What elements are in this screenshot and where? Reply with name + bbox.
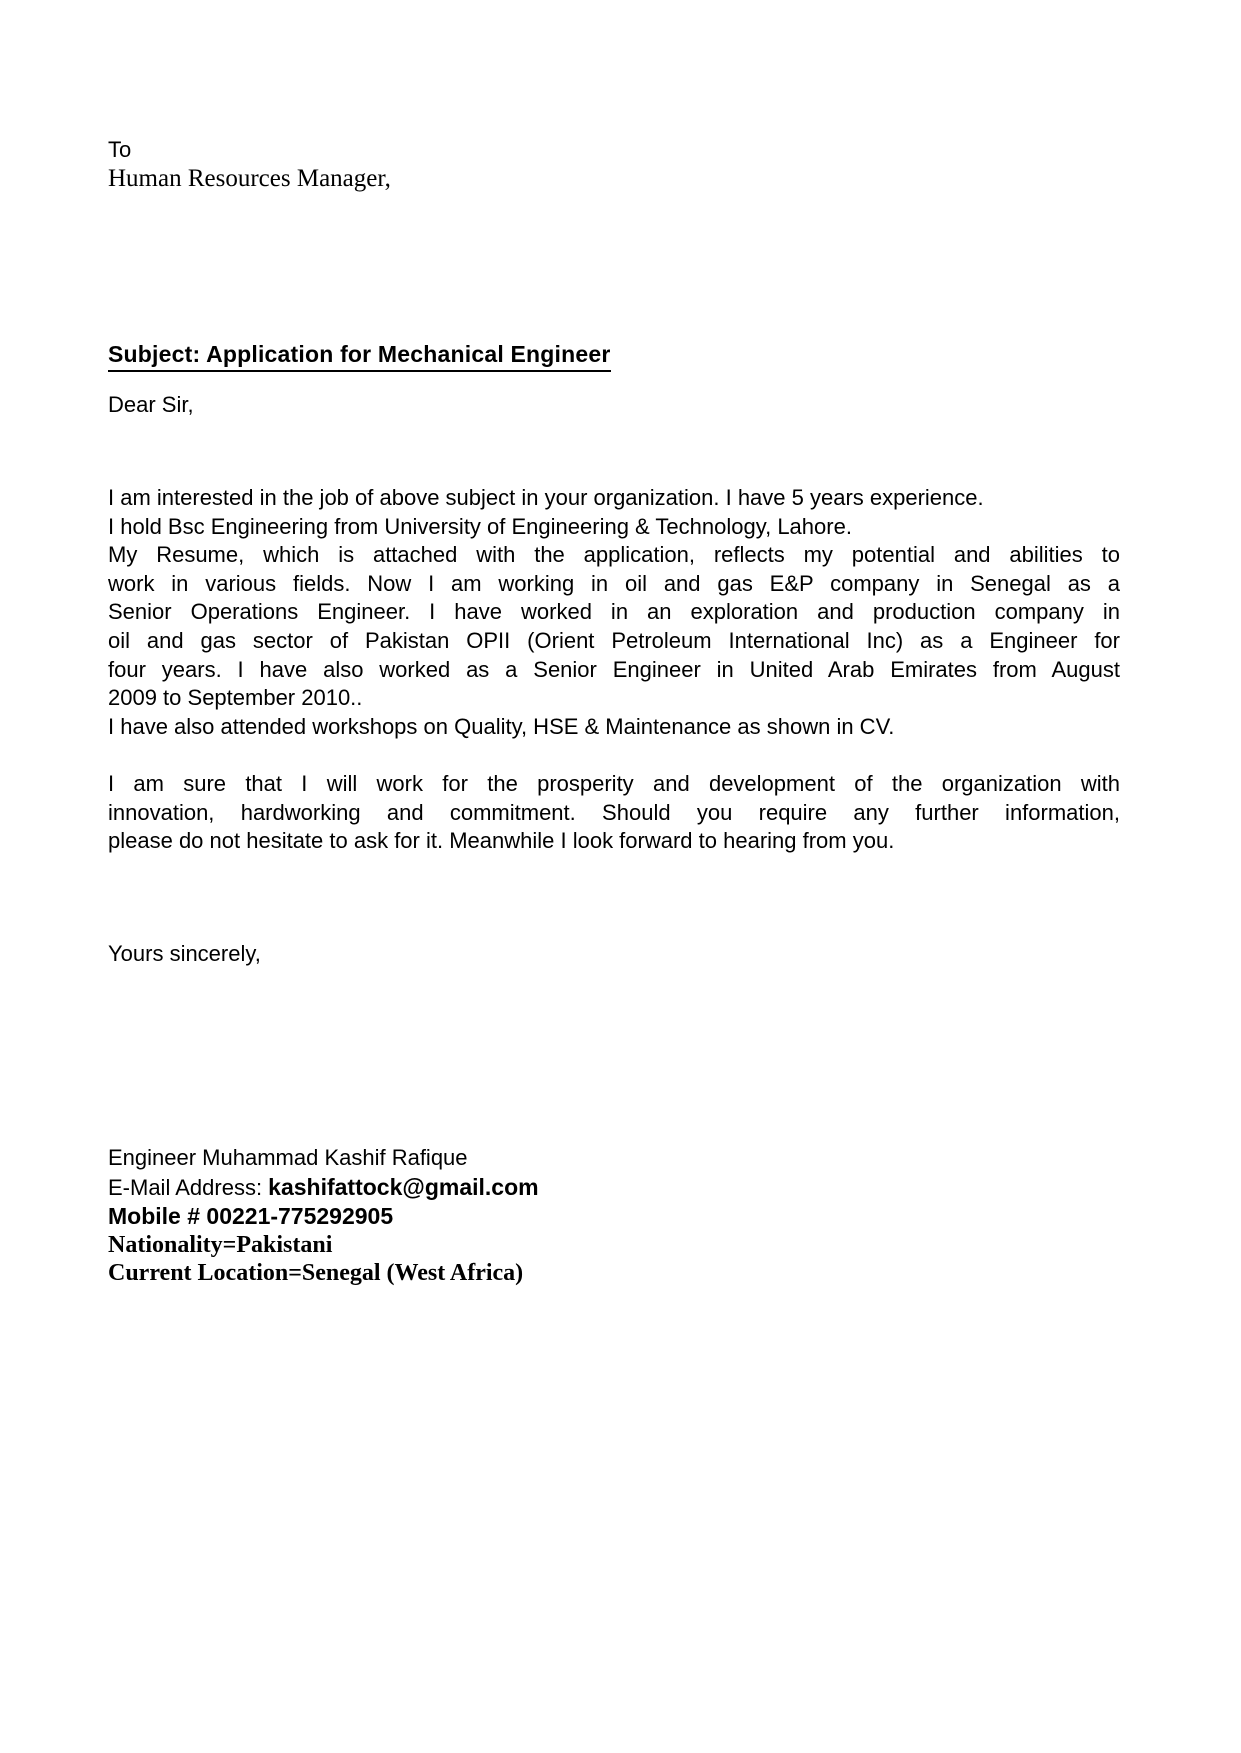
body-line: innovation, hardworking and commitment. Should you require any further information, <box>108 799 1120 825</box>
signature-email-line <box>108 1173 1120 1203</box>
body-line: four years. I have also worked as a Senior Engineer in United Arab Emirates from August <box>108 656 1120 682</box>
body-paragraph-1 <box>108 484 1120 741</box>
salutation: Dear Sir, <box>108 392 194 417</box>
signature-email-value: kashifattock@gmail.com <box>268 1173 539 1200</box>
body-line: please do not hesitate to ask for it. Meanwhile I look forward to hearing from you. <box>108 828 895 854</box>
body-line: My Resume, which is attached with the application, reflects my potential and abilities to <box>108 542 1120 568</box>
signature-block <box>108 1144 1120 1288</box>
body-line: I am sure that I will work for the prosperity and development of the organization with <box>108 771 1120 796</box>
signature-nationality: Nationality=Pakistani <box>108 1231 333 1258</box>
body-line: work in various fields. Now I am working in oil and gas E&P company in Senegal as a <box>108 570 1120 596</box>
body-line: I have also attended workshops on Quality, HSE & Maintenance as shown in CV. <box>108 713 895 739</box>
signature-mobile: Mobile # 00221-775292905 <box>108 1203 394 1230</box>
signature-email-label: E-Mail Address: <box>108 1174 269 1200</box>
body-line: Senior Operations Engineer. I have worked in an exploration and production company in <box>108 599 1120 625</box>
signature-name: Engineer Muhammad Kashif Rafique <box>108 1145 468 1170</box>
subject-line <box>108 341 1120 372</box>
recipient-name-line: Human Resources Manager, <box>108 165 391 192</box>
body-line: 2009 to September 2010.. <box>108 685 363 711</box>
subject-text: Subject: Application for Mechanical Engineer <box>108 341 611 372</box>
closing: Yours sincerely, <box>108 941 261 966</box>
body-paragraph-2 <box>108 770 1120 856</box>
recipient-block <box>108 136 1120 194</box>
body-line: I hold Bsc Engineering from University of Engineering & Technology, Lahore. <box>108 513 852 539</box>
body-line: oil and gas sector of Pakistan OPII (Orient Petroleum International Inc) as a Engineer for <box>108 627 1120 653</box>
recipient-to-line: To <box>108 137 132 162</box>
signature-location: Current Location=Senegal (West Africa) <box>108 1260 524 1287</box>
body-line: I am interested in the job of above subject in your organization. I have 5 years experience. <box>108 485 984 510</box>
